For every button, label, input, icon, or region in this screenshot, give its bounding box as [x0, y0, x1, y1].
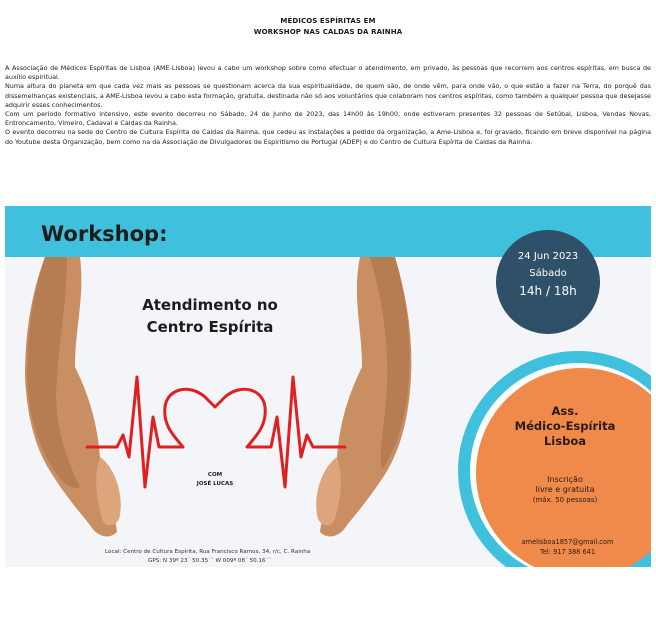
article-title-line1: MÉDICOS ESPÍRITAS EM [280, 17, 376, 25]
contact-email: amelisboa1857@gmail.com [521, 538, 614, 546]
inscription-limit: (máx. 50 pessoas) [532, 496, 598, 504]
right-hand-icon [316, 257, 411, 536]
heartbeat-heart-icon [87, 377, 345, 487]
org-name-line1: Ass. [551, 404, 579, 418]
article-body [5, 64, 651, 147]
presenter-name: JOSÉ LUCAS [196, 481, 234, 487]
inscription-label: Inscrição [547, 475, 583, 484]
article-paragraph: A Associação de Médicos Espíritas de Lisboa (AME-Lisboa) levou a cabo um workshop sobre como efectuar o atendimento, em privado, às pessoas que recorrem aos centros espíritas, em busca de auxílio espiritual. [5, 64, 651, 82]
inscription-free: livre e gratuita [535, 485, 595, 494]
article-paragraph: O evento decorreu na sede do Centro de Cultura Espírita de Caldas da Rainha, que cedeu as instalações a pedido da organização, a Ame-Lisboa e, foi gravado, ficando em breve disponível na página do Youtube desta Organização, bem como na da Associação de Divulgadores de Espiritismo de Portugal (ADEP) e do Centro de Cultura Espírita de Caldas da Rainha. [5, 128, 651, 146]
article-paragraph: Com um período formativo intensivo, este evento decorreu no Sábado, 24 de Junho de 2023, das 14h00 às 19h00, onde estiveram presentes 32 pessoas de Setúbal, Lisboa, Vendas Novas, Entroncamento, Vimeiro, Cadaval e Caldas da Rainha. [5, 110, 651, 128]
org-name-line3: Lisboa [543, 434, 586, 448]
article-paragraph: Numa altura do planeta em que cada vez mais as pessoas se questionam acerca da sua espiritualidade, de quem são, de onde vêm, para onde vão, o que estão a fazer na Terra, do porquê das dissemelhanças existenciais, a AME-Lisboa levou a cabo esta formação, gratuita, destinada não só aos voluntários que colaboram nos centros espíritas, como também a qualquer pessoa que desejasse adquirir esses conhecimentos. [5, 82, 651, 109]
location-gps: GPS: N 39º 23´ 50.35´´ W 009º 08´ 50.16´´ [148, 558, 272, 564]
left-hand-icon [25, 257, 121, 536]
location-address: Local: Centro de Cultura Espírita, Rua Francisco Ramos, 34, r/c, C. Rainha [105, 549, 311, 555]
event-weekday: Sábado [529, 268, 567, 279]
workshop-poster [5, 206, 651, 567]
presenter-prefix: COM [207, 472, 223, 478]
article-title-line2: WORKSHOP NAS CALDAS DA RAINHA [253, 28, 403, 36]
poster-heading-line1: Atendimento no [142, 296, 278, 314]
org-name-line2: Médico-Espírita [514, 419, 616, 433]
event-date: 24 Jun 2023 [517, 251, 579, 262]
event-time: 14h / 18h [519, 284, 577, 298]
poster-heading-line2: Centro Espírita [146, 318, 274, 336]
date-badge [496, 230, 600, 334]
poster-band-title: Workshop: [41, 222, 168, 246]
contact-phone: Tel: 917 388 641 [539, 548, 596, 556]
